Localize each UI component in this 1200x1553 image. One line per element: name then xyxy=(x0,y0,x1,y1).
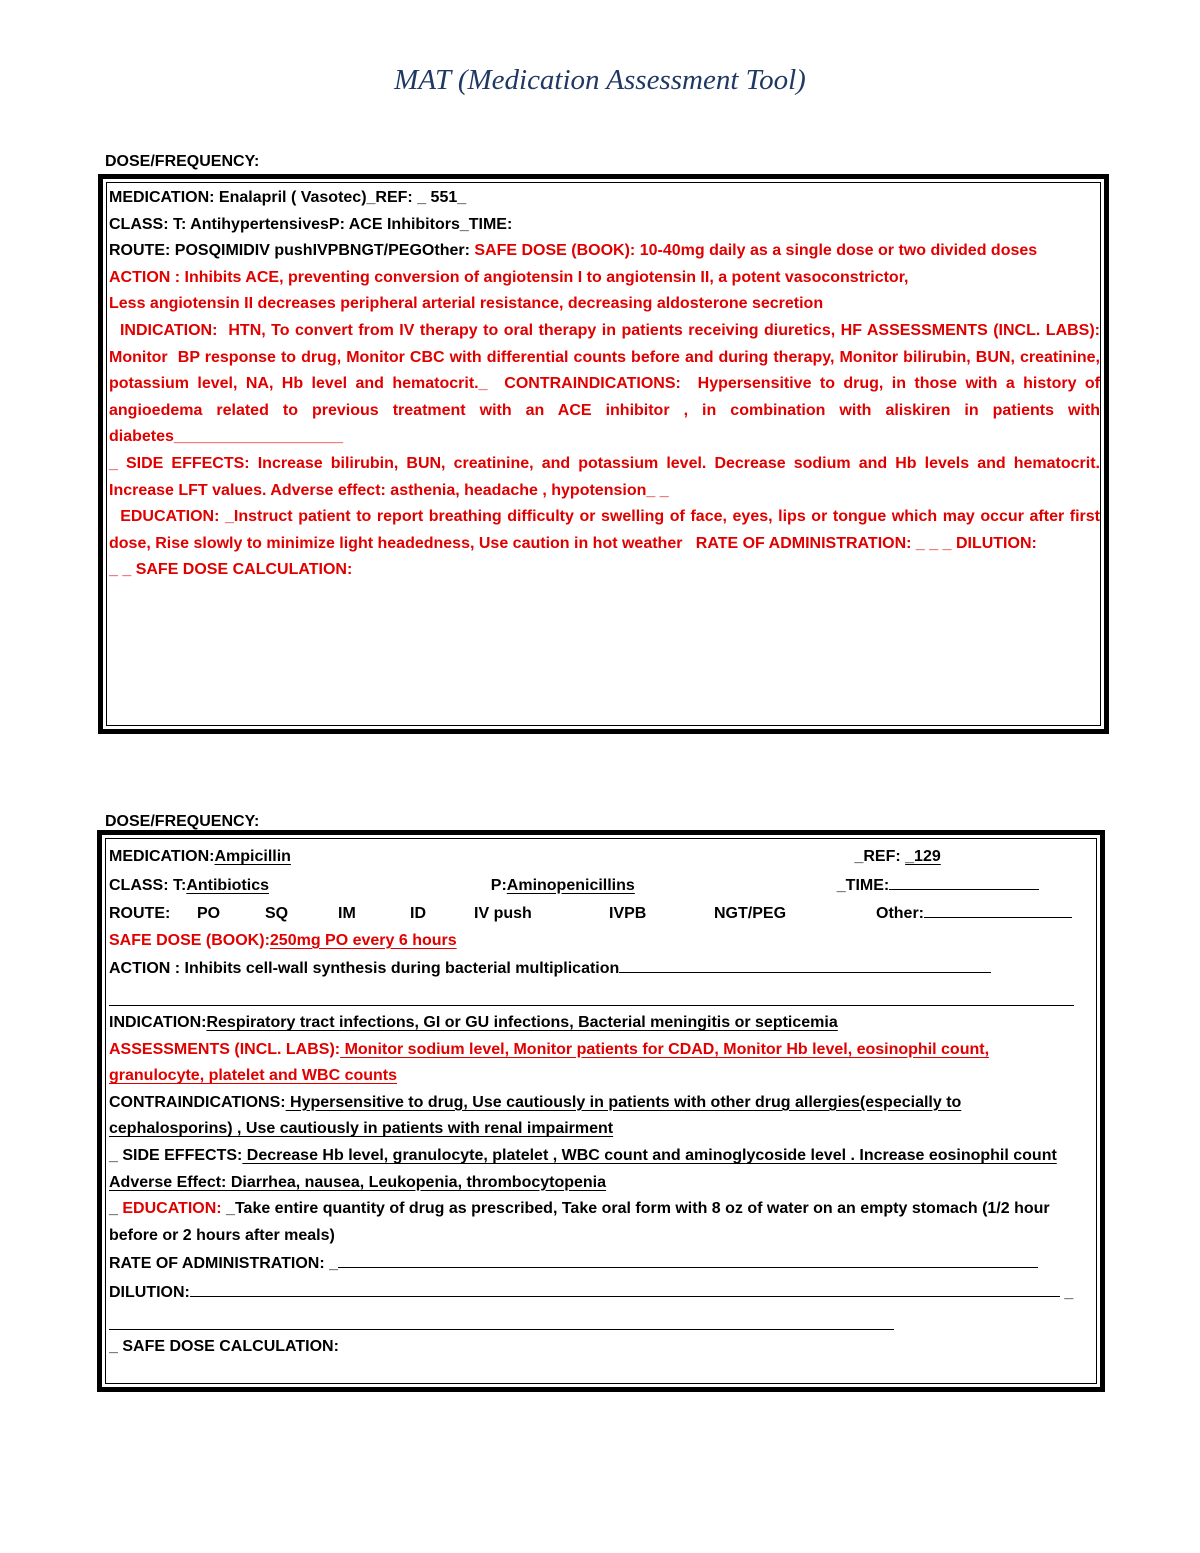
assessments-row xyxy=(109,1037,1082,1090)
route-option-iv-push[interactable]: IV push xyxy=(474,905,532,923)
class-p-value: Aminopenicillins xyxy=(506,876,635,894)
route-option-id[interactable]: ID xyxy=(410,905,426,923)
route-option-sq[interactable]: SQ xyxy=(265,905,289,923)
route-row xyxy=(109,899,1082,928)
rate-label: RATE OF ADMINISTRATION: _ xyxy=(109,1255,339,1273)
time-label: _TIME: xyxy=(836,876,890,894)
side-effects-value: Decrease Hb level, granulocyte, platelet , WBC count and aminoglycoside level . Increase eosinophil count Adverse Effect: Diarrhea, nausea, Leukopenia, thrombocytopenia xyxy=(109,1146,1057,1191)
medication-card-enalapril xyxy=(98,174,1109,734)
dilution-row xyxy=(109,1278,1082,1307)
class-label: CLASS: T: xyxy=(109,876,187,894)
route-option-ngt-peg[interactable]: NGT/PEG xyxy=(714,905,787,923)
side-effects-paragraph: _ SIDE EFFECTS: Increase bilirubin, BUN, creatinine, and potassium level. Decrease sodium and Hb levels and hematocrit. Increase LFT values. Adverse effect: asthenia, headache , hypotension_ _ xyxy=(109,454,1100,499)
rate-blank[interactable] xyxy=(338,1249,1038,1268)
medication-line: MEDICATION: Enalapril ( Vasotec)_REF: _ 551_ xyxy=(109,189,467,206)
medication-label: MEDICATION: xyxy=(109,848,215,865)
action-row xyxy=(109,954,1082,983)
medication-card-ampicillin xyxy=(97,830,1105,1392)
dose-frequency-label: DOSE/FREQUENCY: xyxy=(105,153,260,170)
class-t-value: Antibiotics xyxy=(186,876,269,894)
safe-dose-label: SAFE DOSE (BOOK): xyxy=(109,931,270,949)
route-other-label: Other: xyxy=(876,905,924,923)
safe-dose-calculation-row: _ SAFE DOSE CALCULATION: xyxy=(109,1337,339,1355)
medication-row xyxy=(109,844,1082,871)
indication-value: Respiratory tract infections, GI or GU infections, Bacterial meningitis or septicemia xyxy=(206,1013,838,1031)
route-option-ivpb[interactable]: IVPB xyxy=(609,905,647,923)
route-text: ROUTE: POSQIMIDIV pushIVPBNGT/PEGOther: xyxy=(109,242,475,260)
ref-label: _REF: xyxy=(854,848,901,865)
dilution-label: DILUTION: xyxy=(109,1283,190,1301)
route-option-po[interactable]: PO xyxy=(197,905,221,923)
page-title: MAT (Medication Assessment Tool) xyxy=(394,64,806,96)
action-line-2: Less angiotensin II decreases peripheral arterial resistance, decreasing aldosterone secretion xyxy=(109,295,824,313)
action-value: Inhibits cell-wall synthesis during bacterial multiplication xyxy=(184,960,620,978)
action-line: ACTION : Inhibits ACE, preventing conversion of angiotensin I to angiotensin II, a potent vasoconstrictor, xyxy=(109,268,909,286)
safe-dose-value: 250mg PO every 6 hours xyxy=(269,931,457,949)
education-prefix: _ xyxy=(109,1200,118,1218)
rate-row xyxy=(109,1249,1082,1278)
medication-value: Ampicillin xyxy=(214,848,291,865)
dilution-blank-line[interactable] xyxy=(109,1307,894,1330)
education-paragraph: EDUCATION: _Instruct patient to report breathing difficulty or swelling of face, eyes, lips or tongue which may occur after first dose, Rise slowly to minimize light headedness, Use caution in hot weather RATE OF ADMINISTRATION: _ _ _ DILUTION: xyxy=(109,508,1105,552)
side-effects-label: _ SIDE EFFECTS: xyxy=(109,1146,243,1164)
route-other-blank[interactable] xyxy=(924,899,1072,918)
contraindications-value: Hypersensitive to drug, Use cautiously in patients with other drug allergies(especially to cephalosporins) , Use cautiously in patients with renal impairment xyxy=(109,1093,962,1138)
assessments-label: ASSESSMENTS (INCL. LABS): xyxy=(109,1040,341,1058)
route-label: ROUTE: xyxy=(109,905,171,923)
class-p-label: P: xyxy=(490,876,507,894)
action-blank[interactable] xyxy=(619,954,991,973)
indication-label: INDICATION: xyxy=(109,1013,207,1031)
indication-assessment-paragraph: INDICATION: HTN, To convert from IV therapy to oral therapy in patients receiving diuretics, HF ASSESSMENTS (INCL. LABS): Monitor BP response to drug, Monitor CBC with differential counts before and during therapy, Monitor bilirubin, BUN, creatinine, potassium level, NA, Hb level and hematocrit._ CONTRAINDICATIONS: Hypersensitive to drug, in those with a history of angioedema related to previous treatment with an ACE inhibitor , in combination with aliskiren in patients with diabetes___________________ xyxy=(109,321,1105,446)
class-line: CLASS: T: AntihypertensivesP: ACE Inhibitors_TIME: xyxy=(109,215,513,233)
assessments-value: Monitor sodium level, Monitor patients for CDAD, Monitor Hb level, eosinophil count, granulocyte, platelet and WBC counts xyxy=(109,1040,990,1085)
education-value: _Take entire quantity of drug as prescribed, Take oral form with 8 oz of water on an empty stomach (1/2 hour before or 2 hours after meals) xyxy=(109,1200,1050,1244)
action-blank-line[interactable] xyxy=(109,983,1074,1006)
education-label: EDUCATION: xyxy=(117,1200,222,1218)
route-safe-dose-line xyxy=(109,238,1100,265)
dilution-tail: _ xyxy=(1059,1283,1074,1301)
dose-frequency-label-2: DOSE/FREQUENCY: xyxy=(105,813,260,830)
action-label: ACTION : xyxy=(109,960,185,978)
ref-value: _129 xyxy=(905,848,941,865)
contraindications-row xyxy=(109,1090,1082,1143)
dilution-blank[interactable] xyxy=(190,1278,1060,1297)
education-row xyxy=(109,1196,1082,1249)
indication-row xyxy=(109,1010,1082,1037)
side-effects-row xyxy=(109,1143,1082,1196)
safe-dose-row xyxy=(109,928,1082,955)
time-blank[interactable] xyxy=(889,871,1039,890)
safe-dose-calculation-line: _ _ SAFE DOSE CALCULATION: xyxy=(109,561,353,579)
safe-dose-text: SAFE DOSE (BOOK): 10-40mg daily as a single dose or two divided doses xyxy=(474,242,1038,260)
route-option-im[interactable]: IM xyxy=(338,905,356,923)
contraindications-label: CONTRAINDICATIONS: xyxy=(109,1093,286,1111)
class-row xyxy=(109,871,1082,900)
